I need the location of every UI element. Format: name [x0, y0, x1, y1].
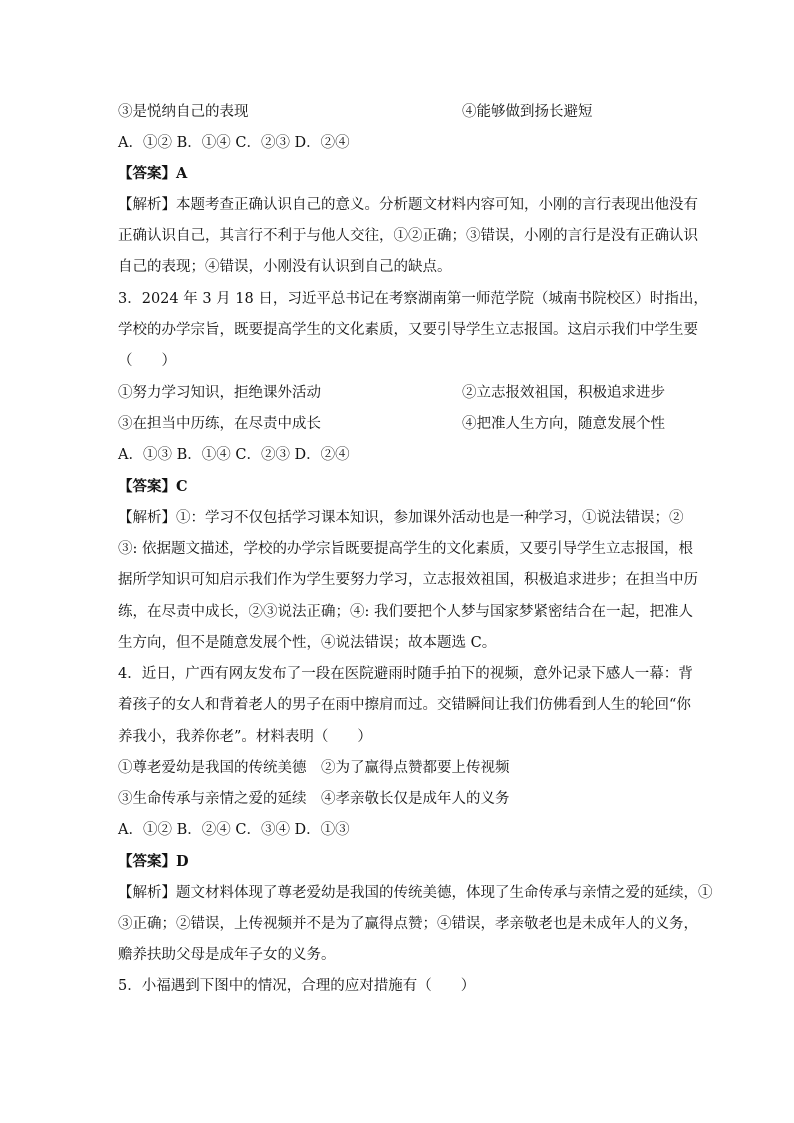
- answer-label: 【答案】D: [118, 853, 189, 870]
- question-4-line: 4．近日，广西有网友发布了一段在医院避雨时随手拍下的视频，意外记录下感人一幕：背: [118, 666, 693, 682]
- option-4: ④能够做到扬长避短: [462, 104, 593, 120]
- analysis-line: 正确认识自己，其言行不利于与他人交往，①②正确；③错误，小刚的言行是没有正确认识: [118, 228, 698, 244]
- option-3: ③在担当中历练，在尽责中成长: [118, 416, 321, 432]
- question-5-line: 5．小福遇到下图中的情况，合理的应对措施有（ ）: [118, 978, 476, 994]
- option-line: [118, 414, 665, 434]
- question-3-blank: （ ）: [118, 353, 176, 369]
- analysis-line: 自己的表现；④错误，小刚没有认识到自己的缺点。: [118, 259, 452, 275]
- option-4: ④把准人生方向，随意发展个性: [462, 416, 665, 432]
- option-2: ②立志报效祖国，积极追求进步: [462, 385, 665, 401]
- answer-choices: A．①③ B．①④ C．②③ D．②④: [118, 447, 350, 463]
- option-line: [118, 383, 665, 403]
- question-4-line: 着孩子的女人和背着老人的男子在雨中擦肩而过。交错瞬间让我们仿佛看到人生的轮回“你: [118, 697, 691, 713]
- answer-choices: A．①② B．②④ C．③④ D．①③: [118, 822, 350, 838]
- analysis-line: 【解析】①：学习不仅包括学习课本知识，参加课外活动也是一种学习，①说法错误；②: [118, 510, 684, 526]
- analysis-line: ③: 依据题文描述，学校的办学宗旨既要提高学生的文化素质，又要引导学生立志报国，根: [118, 541, 693, 557]
- analysis-line: 赡养扶助父母是成年子女的义务。: [118, 947, 336, 963]
- question-3-line: 3．2024 年 3 月 18 日，习近平总书记在考察湖南第一师范学院（城南书院校区）时指出，: [118, 291, 708, 307]
- analysis-line: 【解析】题文材料体现了尊老爱幼是我国的传统美德，体现了生命传承与亲情之爱的延续，①: [118, 885, 713, 901]
- analysis-line: 据所学知识可知启示我们作为学生要努力学习，立志报效祖国，积极追求进步；在担当中历: [118, 572, 698, 588]
- option-line: ③生命传承与亲情之爱的延续 ④孝亲敬长仅是成年人的义务: [118, 791, 510, 807]
- question-3-line: 学校的办学宗旨，既要提高学生的文化素质，又要引导学生立志报国。这启示我们中学生要: [118, 322, 698, 338]
- answer-label: 【答案】A: [118, 165, 188, 182]
- option-line: [118, 102, 593, 122]
- option-1: ①努力学习知识，拒绝课外活动: [118, 385, 321, 401]
- answer-choices: A．①② B．①④ C．②③ D．②④: [118, 135, 350, 151]
- analysis-line: 练，在尽责中成长，②③说法正确；④: 我们要把个人梦与国家梦紧密结合在一起，把准人: [118, 604, 693, 620]
- analysis-line: 【解析】本题考查正确认识自己的意义。分析题文材料内容可知，小刚的言行表现出他没有: [118, 197, 698, 213]
- question-4-line: 养我小，我养你老”。材料表明（ ）: [118, 729, 372, 745]
- analysis-line: ③正确；②错误，上传视频并不是为了赢得点赞；④错误，孝亲敬老也是未成年人的义务，: [118, 916, 698, 932]
- option-line: ①尊老爱幼是我国的传统美德 ②为了赢得点赞都要上传视频: [118, 760, 510, 776]
- option-3: ③是悦纳自己的表现: [118, 104, 249, 120]
- analysis-line: 生方向，但不是随意发展个性，④说法错误；故本题选 C。: [118, 635, 497, 651]
- answer-label: 【答案】C: [118, 478, 188, 495]
